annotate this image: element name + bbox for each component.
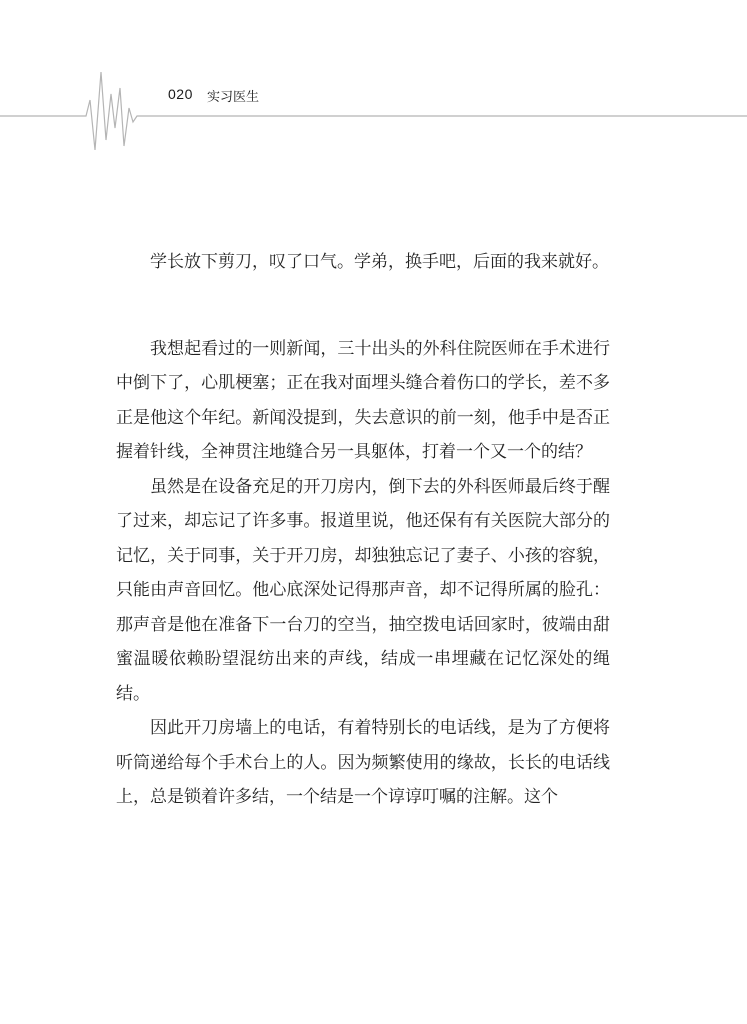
body-text xyxy=(116,245,610,815)
running-title: 实习医生 xyxy=(207,90,260,105)
page-number: 020 xyxy=(168,86,193,102)
paragraph: 我想起看过的一则新闻，三十出头的外科住院医师在手术进行中倒下了，心肌梗塞；正在我对面埋头缝合着伤口的学长，差不多正是他这个年纪。新闻没提到，失去意识的前一刻，他手中是否正握着针线，全神贯注地缝合另一具躯体，打着一个又一个的结？ xyxy=(116,338,610,462)
paragraph: 虽然是在设备充足的开刀房内，倒下去的外科医师最后终于醒了过来，却忘记了许多事。报道里说，他还保有有关医院大部分的记忆，关于同事，关于开刀房，却独独忘记了妻子、小孩的容貌，只能由声音回忆。他心底深处记得那声音，却不记得所属的脸孔：那声音是他在准备下一台刀的空当，抽空拨电话回家时，彼端由甜蜜温暖依赖盼望混纺出来的声线，结成一串埋藏在记忆深处的绳结。 xyxy=(116,476,610,704)
paragraph: 因此开刀房墙上的电话，有着特别长的电话线，是为了方便将听筒递给每个手术台上的人。因为频繁使用的缘故，长长的电话线上，总是锁着许多结，一个结是一个谆谆叮嘱的注解。这个 xyxy=(116,718,610,807)
heartbeat-header-icon xyxy=(0,0,747,160)
paragraph: 学长放下剪刀，叹了口气。学弟，换手吧，后面的我来就好。 xyxy=(150,252,609,272)
